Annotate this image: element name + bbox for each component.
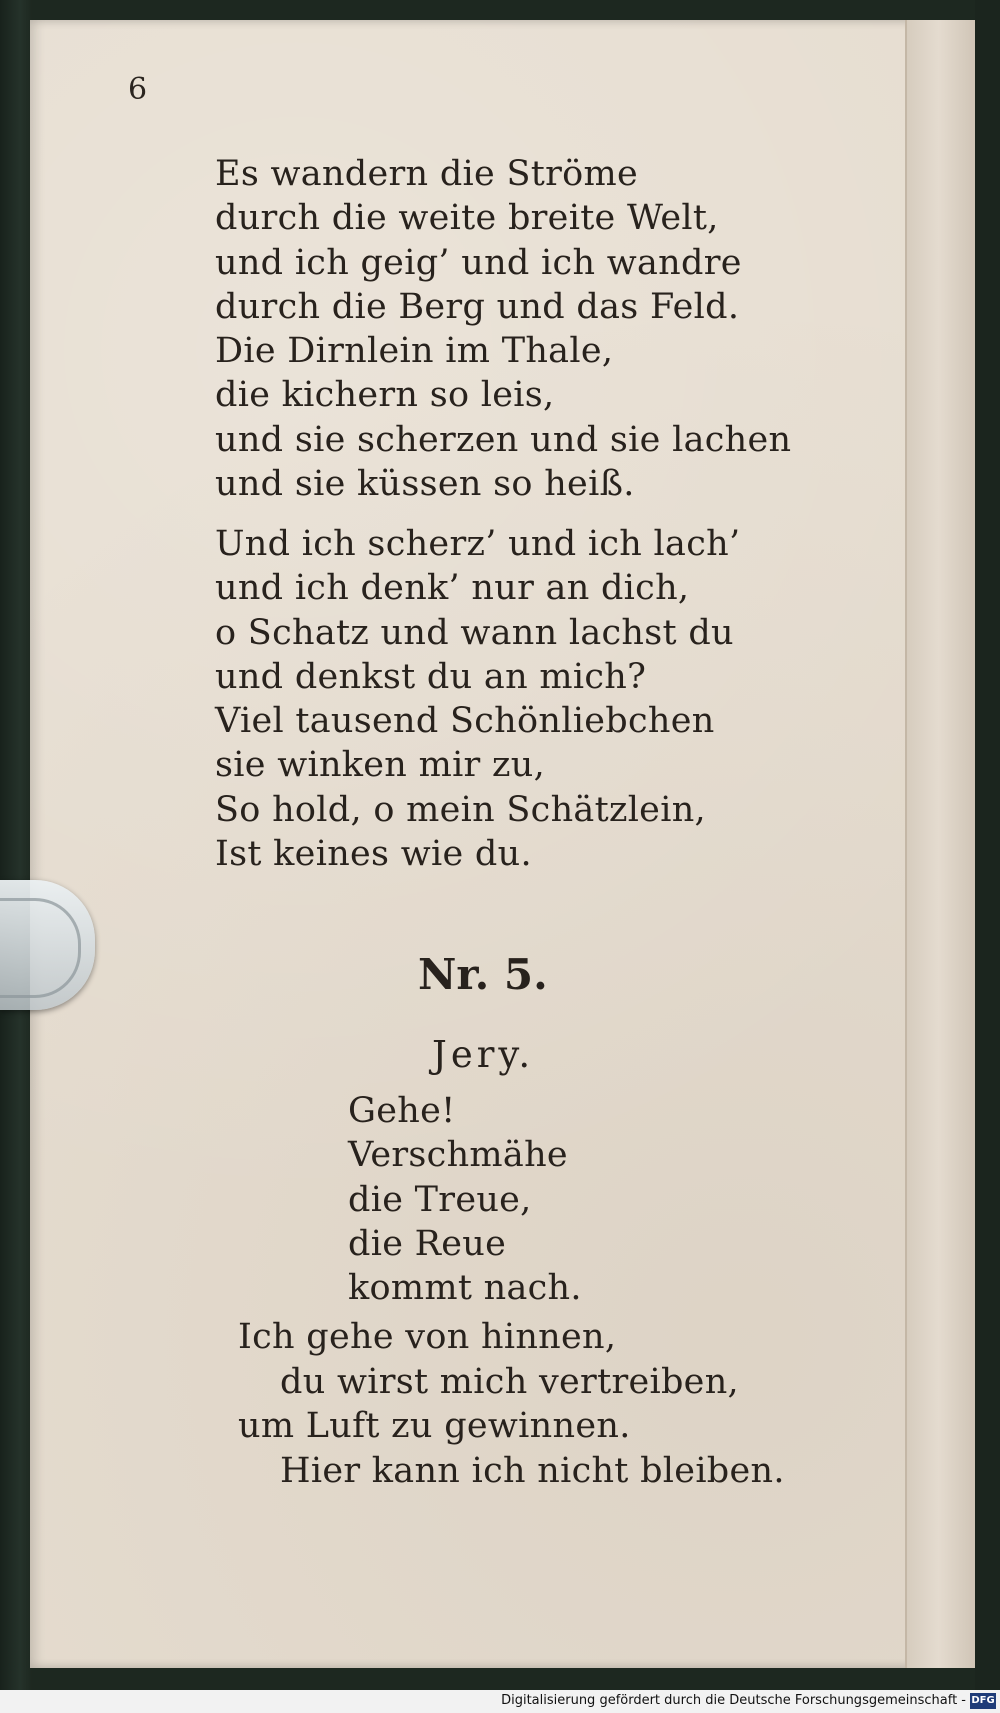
funding-notice: Digitalisierung gefördert durch die Deutsche Forschungsgemeinschaft -: [501, 1693, 966, 1708]
verse-line: Ist keines wie du.: [215, 834, 532, 875]
verse-line: und sie scherzen und sie lachen: [215, 419, 792, 460]
page-number: 6: [128, 72, 148, 107]
dfg-logo: DFG: [970, 1693, 996, 1709]
verse-line: Die Dirnlein im Thale,: [215, 331, 614, 372]
verse-line: Es wandern die Ströme: [215, 154, 639, 194]
verse-line: die kichern so leis,: [215, 375, 555, 416]
verse-line: durch die weite breite Welt,: [215, 198, 719, 239]
scan-border-right: [975, 0, 1000, 1713]
song-title: Jery.: [432, 1033, 535, 1076]
verse-line: Verschmähe: [348, 1135, 568, 1176]
page-clip-rim: [0, 898, 81, 998]
verse-line: und sie küssen so heiß.: [215, 464, 635, 505]
stanza-3: [348, 1089, 582, 1310]
verse-line: und ich denk’ nur an dich,: [215, 568, 690, 609]
verse-line: o Schatz und wann lachst du: [215, 612, 734, 653]
verse-line: du wirst mich vertreiben,: [280, 1361, 739, 1402]
page-stack-edge: [905, 20, 977, 1668]
stanza-1: [215, 152, 791, 506]
verse-line: um Luft zu gewinnen.: [238, 1406, 631, 1446]
verse-line: kommt nach.: [348, 1268, 582, 1309]
verse-line: die Reue: [348, 1223, 507, 1264]
verse-line: und denkst du an mich?: [215, 656, 647, 697]
verse-line: Hier kann ich nicht bleiben.: [280, 1450, 785, 1491]
stanza-4: [238, 1315, 785, 1493]
verse-line: Viel tausend Schönliebchen: [215, 701, 715, 742]
verse-line: So hold, o mein Schätzlein,: [215, 789, 706, 830]
verse-line: die Treue,: [348, 1179, 532, 1220]
verse-line: Und ich scherz’ und ich lach’: [215, 524, 741, 564]
verse-line: Gehe!: [348, 1091, 456, 1131]
stanza-2: [215, 522, 740, 876]
section-number: Nr. 5.: [418, 950, 548, 999]
verse-line: sie winken mir zu,: [215, 745, 546, 786]
verse-line: und ich geig’ und ich wandre: [215, 242, 742, 283]
verse-line: durch die Berg und das Feld.: [215, 286, 740, 327]
verse-line: Ich gehe von hinnen,: [238, 1317, 617, 1357]
